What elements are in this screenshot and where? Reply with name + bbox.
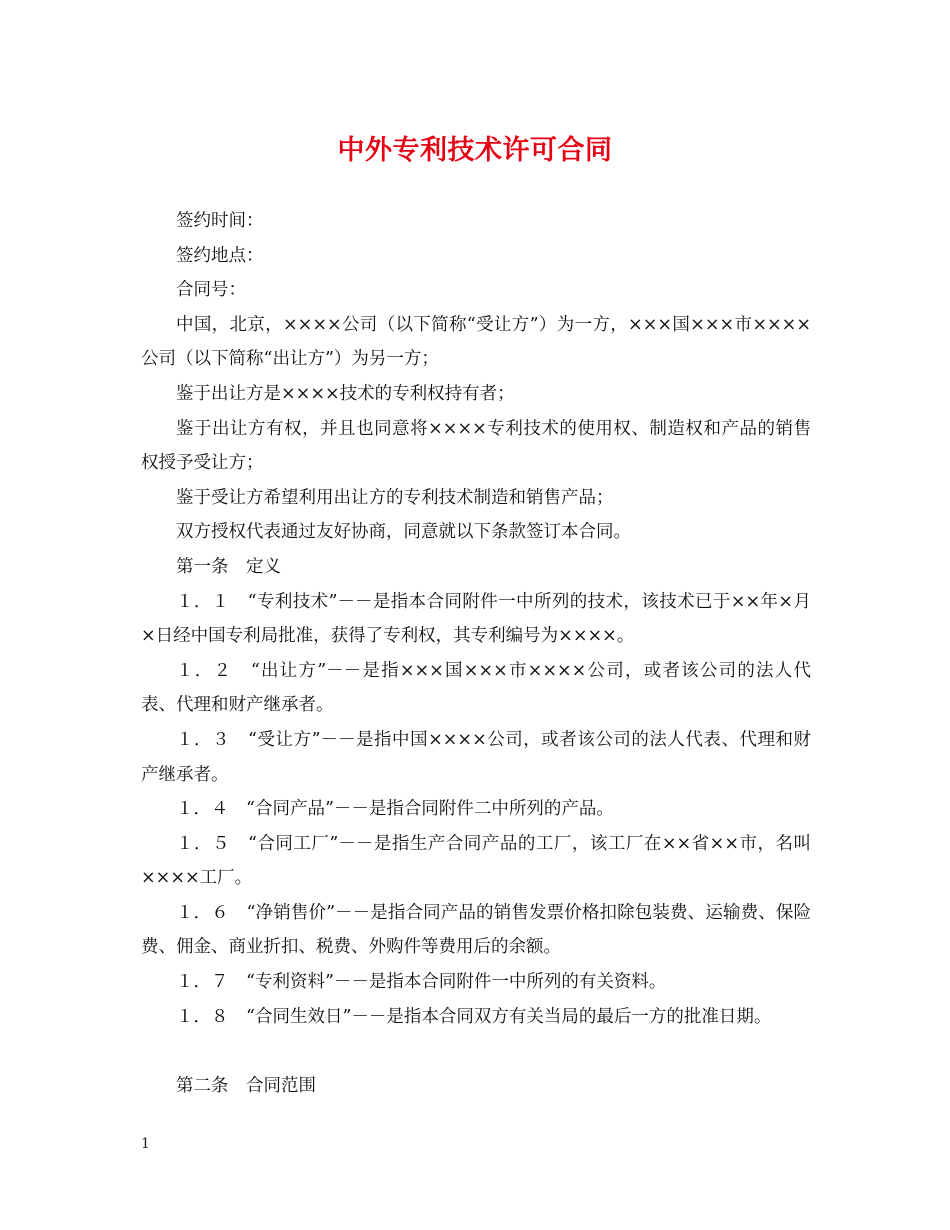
clause-1-1: １．１ “专利技术”－－是指本合同附件一中所列的技术，该技术已于××年×月×日经中国专利局批准，获得了专利权，其专利编号为××××。 [141,591,811,647]
document-body [141,204,811,1103]
paragraph-parties: 中国，北京，××××公司（以下简称“受让方”）为一方，×××国×××市××××公司（以下简称“出让方”）为另一方； [141,314,811,370]
article-1-heading: 第一条 定义 [176,556,281,577]
article-2-heading: 第二条 合同范围 [176,1075,316,1096]
paragraph-signing-time: 签约时间： [176,211,264,231]
clause-1-6: １．６ “净销售价”－－是指合同产品的销售发票价格扣除包装费、运输费、保险费、佣金、商业折扣、税费、外购件等费用后的余额。 [141,902,811,958]
paragraph-whereas-2: 鉴于出让方有权，并且也同意将××××专利技术的使用权、制造权和产品的销售权授予受让方； [141,418,811,474]
paragraph-signing-place: 签约地点： [176,245,264,266]
clause-1-5: １．５ “合同工厂”－－是指生产合同产品的工厂，该工厂在××省××市，名叫××××工厂。 [141,833,811,889]
clause-1-7: １．７ “专利资料”－－是指本合同附件一中所列的有关资料。 [176,972,667,993]
paragraph-agreement: 双方授权代表通过友好协商，同意就以下条款签订本合同。 [176,522,631,543]
paragraph-contract-number: 合同号： [176,280,246,301]
clause-1-3: １．３ “受让方”－－是指中国××××公司，或者该公司的法人代表、代理和财产继承者。 [141,729,811,785]
clause-1-2: １．２ “出让方”－－是指×××国×××市××××公司，或者该公司的法人代表、代理和财产继承者。 [141,660,811,716]
page-number: 1 [141,1136,150,1152]
paragraph-whereas-3: 鉴于受让方希望利用出让方的专利技术制造和销售产品； [176,487,614,508]
clause-1-4: １．４ “合同产品”－－是指合同附件二中所列的产品。 [176,799,614,820]
document-title: 中外专利技术许可合同 [337,135,613,166]
paragraph-whereas-1: 鉴于出让方是××××技术的专利权持有者； [176,383,515,404]
clause-1-8: １．８ “合同生效日”－－是指本合同双方有关当局的最后一方的批准日期。 [176,1006,772,1027]
